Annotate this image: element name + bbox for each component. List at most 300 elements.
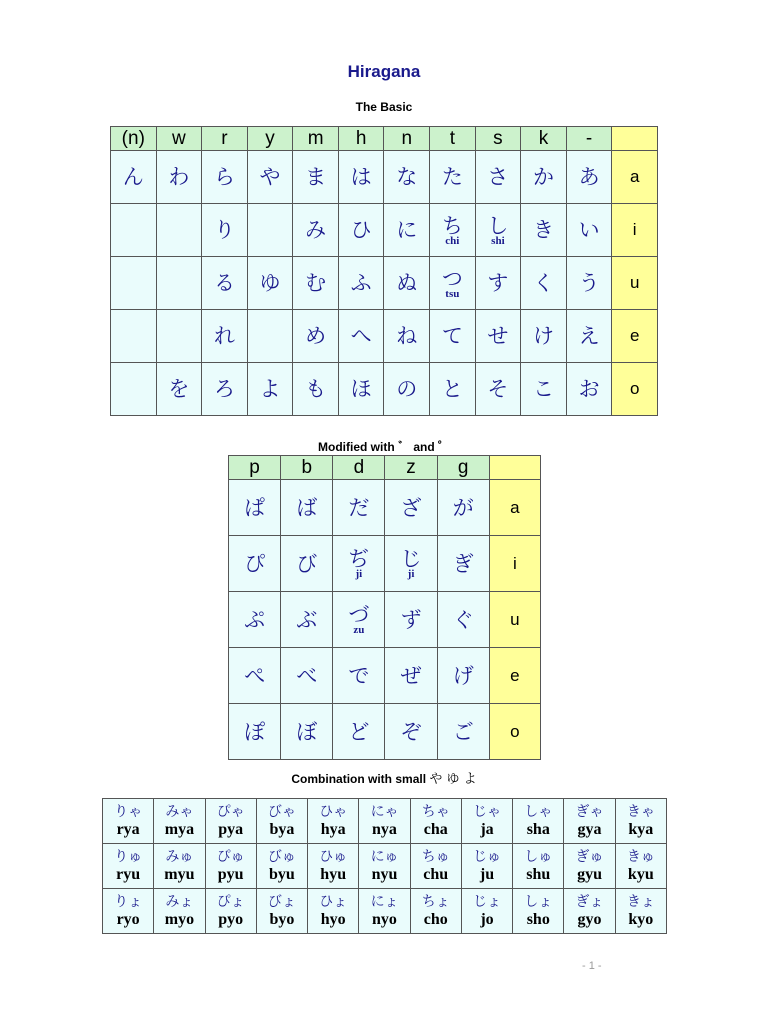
romaji-label: cha	[423, 821, 448, 838]
kana-cell	[475, 204, 521, 257]
kana-cell	[247, 363, 293, 416]
kana-char: も	[305, 377, 327, 401]
kana-char: にゅ	[370, 849, 399, 865]
kana-char: あ	[578, 165, 600, 189]
kana-char: み	[305, 218, 327, 242]
romaji-label: byo	[269, 911, 295, 928]
column-header	[489, 456, 540, 480]
combination-cell	[154, 844, 205, 889]
kana-cell	[338, 310, 384, 363]
table-row	[111, 310, 658, 363]
kana-char: ぬ	[396, 271, 418, 295]
combination-cell	[359, 799, 410, 844]
kana-char: ず	[400, 607, 422, 632]
kana-char: ら	[213, 165, 235, 189]
kana-char: ぎょ	[575, 894, 604, 910]
page-title: Hiragana	[347, 62, 421, 81]
kana-char: き	[532, 218, 554, 242]
kana-cell	[566, 204, 612, 257]
romaji-label: hyo	[320, 911, 346, 928]
kana-cell	[333, 704, 385, 760]
kana-cell	[156, 363, 202, 416]
kana-cell	[247, 257, 293, 310]
combination-caption-text: Combination with small	[291, 772, 427, 786]
kana-char: しゃ	[524, 804, 553, 820]
table-row	[229, 536, 541, 592]
kana-char: ね	[396, 324, 418, 348]
kana-cell	[202, 151, 248, 204]
kana-char: ぜ	[400, 663, 422, 688]
kana-cell	[385, 704, 437, 760]
combination-cell	[513, 889, 564, 934]
romaji-label: ju	[479, 866, 495, 883]
kana-char: りょ	[114, 894, 143, 910]
kana-cell	[430, 204, 476, 257]
kana-char: ちょ	[421, 894, 450, 910]
column-header: g	[437, 456, 489, 480]
kana-cell	[437, 536, 489, 592]
kana-char: ぴ	[244, 551, 266, 576]
kana-char: な	[396, 165, 418, 189]
romaji-label: sha	[526, 821, 550, 838]
kana-char: ど	[348, 719, 370, 744]
table-row	[229, 704, 541, 760]
romaji-label: pyo	[218, 911, 244, 928]
kana-cell	[475, 151, 521, 204]
kana-char: ぱ	[244, 495, 266, 520]
kana-cell	[202, 257, 248, 310]
column-header: d	[333, 456, 385, 480]
combination-cell	[513, 844, 564, 889]
empty-cell	[111, 310, 157, 363]
kana-char: ほ	[350, 377, 372, 401]
kana-char: が	[452, 495, 474, 520]
page-number: - 1 -	[582, 960, 602, 972]
kana-char: りゃ	[114, 804, 143, 820]
kana-char: せ	[487, 324, 509, 348]
kana-cell	[475, 310, 521, 363]
kana-cell	[566, 363, 612, 416]
column-header: -	[566, 127, 612, 151]
kana-char: り	[213, 218, 235, 242]
column-header: y	[247, 127, 293, 151]
empty-cell	[111, 204, 157, 257]
kana-cell	[437, 704, 489, 760]
romaji-label: nya	[372, 821, 397, 838]
combination-cell	[256, 844, 307, 889]
combination-cell	[410, 799, 461, 844]
kana-char: ぼ	[296, 719, 318, 744]
table-row	[229, 648, 541, 704]
romaji-label: pyu	[217, 866, 244, 883]
combination-cell	[615, 844, 666, 889]
romaji-label: nyu	[371, 866, 398, 883]
kana-cell	[156, 151, 202, 204]
kana-char: みょ	[165, 894, 194, 910]
combination-caption-kana: や ゆ よ	[429, 772, 477, 787]
kana-char: の	[396, 377, 418, 401]
empty-cell	[156, 310, 202, 363]
column-header: z	[385, 456, 437, 480]
kana-cell	[385, 480, 437, 536]
kana-char: か	[532, 165, 554, 189]
kana-char: じゅ	[472, 849, 501, 865]
kana-char: づ	[348, 603, 370, 627]
column-header: n	[384, 127, 430, 151]
modified-caption: Modified with ゛ and ゜	[318, 440, 450, 454]
romaji-label: gya	[577, 821, 602, 838]
kana-char: じ	[400, 547, 422, 571]
kana-char: よ	[259, 377, 281, 401]
kana-cell	[202, 310, 248, 363]
romaji-label: kyu	[627, 866, 654, 883]
kana-cell	[229, 704, 281, 760]
combination-cell	[308, 799, 359, 844]
kana-char: と	[441, 377, 463, 401]
kana-char: ひゅ	[319, 849, 348, 865]
kana-char: ぎ	[452, 551, 474, 576]
romaji-label: rya	[116, 821, 140, 838]
kana-char: にゃ	[370, 804, 399, 820]
table-row	[111, 257, 658, 310]
kana-char: つ	[441, 266, 463, 291]
vowel-label: a	[612, 151, 658, 204]
kana-cell	[293, 204, 339, 257]
kana-char: ひ	[350, 218, 372, 242]
kana-char: きょ	[626, 894, 655, 910]
vowel-label: e	[612, 310, 658, 363]
kana-char: お	[578, 377, 600, 401]
combination-cell	[205, 844, 256, 889]
kana-cell	[521, 204, 567, 257]
kana-cell	[475, 257, 521, 310]
kana-cell	[202, 363, 248, 416]
kana-char: く	[532, 271, 554, 295]
combination-cell	[256, 799, 307, 844]
combination-cell	[103, 844, 154, 889]
kana-cell	[566, 151, 612, 204]
kana-char: む	[305, 271, 327, 295]
kana-char: びょ	[267, 894, 296, 910]
romaji-note: zu	[353, 624, 365, 636]
kana-char: きゃ	[626, 804, 655, 820]
romaji-note: shi	[491, 234, 505, 247]
column-header: p	[229, 456, 281, 480]
romaji-label: jo	[480, 911, 494, 928]
romaji-label: byu	[269, 866, 295, 883]
kana-char: みゃ	[165, 804, 194, 820]
kana-cell	[111, 151, 157, 204]
romaji-label: myu	[164, 866, 195, 883]
romaji-label: mya	[164, 821, 195, 838]
kana-char: しょ	[524, 894, 553, 910]
kana-char: ぴゅ	[216, 849, 245, 865]
romaji-note: tsu	[445, 287, 460, 300]
kana-cell	[293, 151, 339, 204]
kana-char: ぎゃ	[575, 804, 604, 820]
kana-cell	[338, 257, 384, 310]
kana-cell	[333, 480, 385, 536]
romaji-label: gyo	[577, 911, 602, 928]
kana-cell	[437, 648, 489, 704]
combination-cell	[359, 889, 410, 934]
kana-char: ゆ	[259, 271, 281, 295]
kana-char: ちゅ	[421, 849, 450, 865]
table-row	[229, 480, 541, 536]
kana-cell	[385, 536, 437, 592]
kana-char: ご	[452, 719, 474, 744]
column-header: s	[475, 127, 521, 151]
kana-cell	[338, 204, 384, 257]
kana-char: ぷ	[244, 607, 266, 632]
kana-cell	[247, 151, 293, 204]
kana-char: ふ	[350, 271, 372, 295]
empty-cell	[247, 204, 293, 257]
combination-cell	[615, 889, 666, 934]
romaji-label: myo	[164, 911, 195, 928]
kana-cell	[566, 257, 612, 310]
table-row	[103, 889, 667, 934]
table-row	[111, 363, 658, 416]
combination-cell	[461, 799, 512, 844]
column-header: t	[430, 127, 476, 151]
kana-char: ぎゅ	[575, 849, 604, 865]
vowel-label: a	[489, 480, 540, 536]
empty-cell	[111, 363, 157, 416]
column-header: r	[202, 127, 248, 151]
kana-cell	[437, 592, 489, 648]
kana-char: や	[259, 165, 281, 189]
combination-table	[102, 798, 667, 934]
kana-char: そ	[487, 377, 509, 401]
kana-char: じょ	[472, 894, 501, 910]
kana-char: わ	[168, 165, 190, 189]
kana-char: ひょ	[319, 894, 348, 910]
kana-char: げ	[452, 663, 474, 688]
combination-cell	[308, 889, 359, 934]
column-header: b	[281, 456, 333, 480]
kana-char: る	[213, 271, 235, 295]
romaji-label: ja	[480, 821, 494, 838]
kana-cell	[430, 363, 476, 416]
kana-cell	[521, 363, 567, 416]
vowel-label: i	[612, 204, 658, 257]
kana-char: ちゃ	[421, 804, 450, 820]
kana-cell	[333, 536, 385, 592]
kana-char: う	[578, 271, 600, 295]
kana-cell	[293, 363, 339, 416]
romaji-label: kya	[628, 821, 654, 838]
combination-cell	[564, 799, 615, 844]
kana-cell	[385, 648, 437, 704]
kana-char: ち	[441, 213, 463, 238]
kana-char: に	[396, 218, 418, 242]
kana-char: こ	[532, 377, 554, 401]
kana-cell	[229, 480, 281, 536]
kana-char: は	[350, 165, 372, 189]
combination-cell	[564, 844, 615, 889]
romaji-label: nyo	[372, 911, 397, 928]
kana-char: ぢ	[348, 547, 370, 571]
table-row	[103, 799, 667, 844]
combination-cell	[359, 844, 410, 889]
kana-cell	[437, 480, 489, 536]
combination-cell	[461, 844, 512, 889]
romaji-label: gyu	[577, 866, 602, 883]
vowel-label: o	[489, 704, 540, 760]
kana-char: れ	[213, 324, 235, 348]
kana-cell	[384, 204, 430, 257]
combination-cell	[410, 844, 461, 889]
empty-cell	[247, 310, 293, 363]
kana-cell	[430, 151, 476, 204]
kana-char: め	[305, 324, 327, 348]
kana-char: ぶ	[296, 607, 318, 632]
kana-cell	[521, 310, 567, 363]
kana-cell	[430, 257, 476, 310]
kana-char: け	[532, 324, 554, 348]
vowel-label: u	[612, 257, 658, 310]
kana-char: え	[578, 324, 600, 348]
romaji-label: kyo	[628, 911, 654, 928]
kana-cell	[338, 363, 384, 416]
kana-cell	[385, 592, 437, 648]
kana-char: す	[487, 271, 509, 295]
kana-cell	[229, 536, 281, 592]
kana-cell	[293, 310, 339, 363]
kana-char: ひゃ	[319, 804, 348, 820]
romaji-label: hya	[320, 821, 346, 838]
kana-cell	[281, 704, 333, 760]
column-header	[612, 127, 658, 151]
vowel-label: i	[489, 536, 540, 592]
kana-char: さ	[487, 165, 509, 189]
kana-char: で	[348, 663, 370, 688]
kana-cell	[333, 648, 385, 704]
kana-char: だ	[348, 495, 370, 520]
romaji-label: shu	[526, 866, 551, 883]
kana-cell	[229, 648, 281, 704]
kana-cell	[281, 536, 333, 592]
kana-char: へ	[350, 324, 372, 348]
table-row	[111, 204, 658, 257]
kana-cell	[521, 257, 567, 310]
kana-cell	[229, 592, 281, 648]
table-row	[229, 592, 541, 648]
combination-cell	[513, 799, 564, 844]
kana-cell	[202, 204, 248, 257]
combination-cell	[461, 889, 512, 934]
romaji-label: pya	[218, 821, 244, 838]
kana-char: ぽ	[244, 719, 266, 744]
combination-cell	[103, 799, 154, 844]
table-row	[103, 844, 667, 889]
kana-char: ぐ	[452, 607, 474, 632]
kana-char: みゅ	[165, 849, 194, 865]
kana-cell	[293, 257, 339, 310]
romaji-note: ji	[355, 568, 363, 580]
kana-char: ぺ	[244, 663, 266, 688]
basic-hiragana-table	[110, 126, 658, 416]
kana-cell	[338, 151, 384, 204]
kana-cell	[475, 363, 521, 416]
column-header: m	[293, 127, 339, 151]
modified-header-row	[229, 456, 541, 480]
kana-char: りゅ	[114, 849, 143, 865]
romaji-label: chu	[423, 866, 449, 883]
kana-cell	[521, 151, 567, 204]
column-header: (n)	[111, 127, 157, 151]
combination-cell	[154, 889, 205, 934]
kana-cell	[333, 592, 385, 648]
combination-cell	[564, 889, 615, 934]
combination-caption	[0, 768, 768, 787]
kana-char: びゅ	[267, 849, 296, 865]
romaji-label: cho	[423, 911, 448, 928]
kana-char: を	[168, 377, 190, 401]
kana-cell	[430, 310, 476, 363]
romaji-note: ji	[407, 568, 415, 580]
column-header: h	[338, 127, 384, 151]
romaji-label: sho	[526, 911, 550, 928]
kana-cell	[281, 480, 333, 536]
kana-cell	[384, 363, 430, 416]
romaji-label: hyu	[320, 866, 347, 883]
romaji-label: ryu	[116, 866, 141, 883]
kana-char: にょ	[370, 894, 399, 910]
kana-char: ざ	[400, 495, 422, 520]
combination-cell	[256, 889, 307, 934]
column-header: w	[156, 127, 202, 151]
kana-char: ば	[296, 495, 318, 520]
kana-cell	[566, 310, 612, 363]
table-row	[111, 151, 658, 204]
kana-char: べ	[296, 663, 318, 688]
kana-char: ぴゃ	[216, 804, 245, 820]
combination-cell	[615, 799, 666, 844]
combination-cell	[205, 799, 256, 844]
kana-char: し	[487, 213, 509, 238]
vowel-label: o	[612, 363, 658, 416]
kana-char: ぞ	[400, 719, 422, 744]
kana-char: て	[441, 324, 463, 348]
kana-char: い	[578, 218, 600, 242]
empty-cell	[111, 257, 157, 310]
vowel-label: u	[489, 592, 540, 648]
kana-char: しゅ	[524, 849, 553, 865]
kana-cell	[384, 257, 430, 310]
romaji-label: bya	[269, 821, 295, 838]
kana-char: た	[441, 165, 463, 189]
kana-char: じゃ	[472, 804, 501, 820]
combination-cell	[103, 889, 154, 934]
kana-cell	[281, 592, 333, 648]
combination-cell	[205, 889, 256, 934]
basic-caption: The Basic	[355, 100, 413, 114]
combination-cell	[154, 799, 205, 844]
kana-char: ろ	[213, 377, 235, 401]
kana-char: びゃ	[267, 804, 296, 820]
kana-char: きゅ	[626, 849, 655, 865]
kana-char: び	[296, 551, 318, 576]
empty-cell	[156, 257, 202, 310]
kana-char: ぴょ	[216, 894, 245, 910]
kana-cell	[384, 310, 430, 363]
kana-char: ま	[305, 165, 327, 189]
column-header: k	[521, 127, 567, 151]
combination-cell	[308, 844, 359, 889]
romaji-label: ryo	[116, 911, 140, 928]
